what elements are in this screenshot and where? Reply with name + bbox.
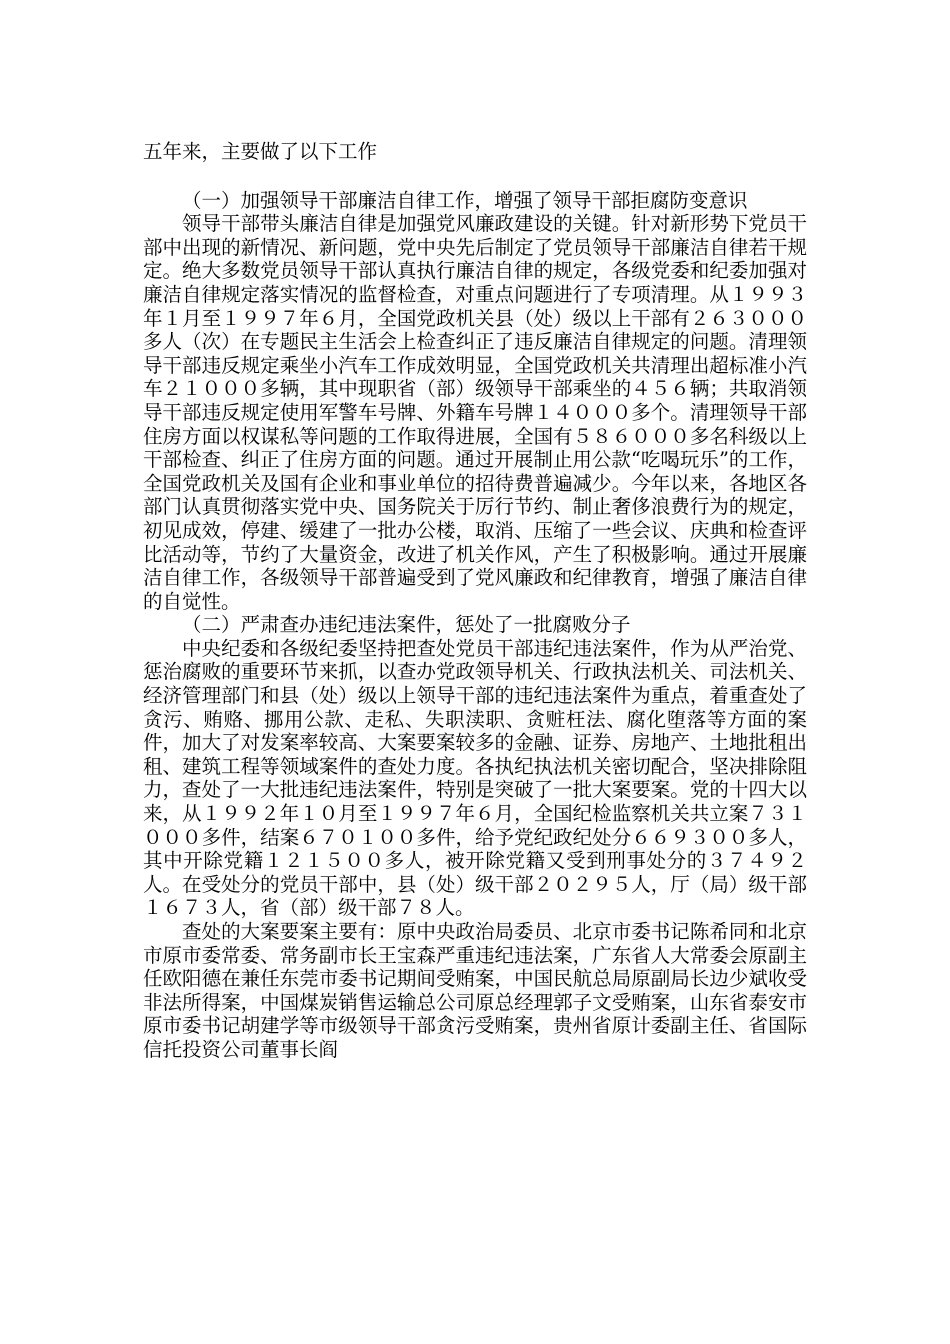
document-page [143,140,807,1062]
section-2-paragraph-1: 中央纪委和各级纪委坚持把查处党员干部违纪违法案件，作为从严治党、惩治腐败的重要环节来抓，以查办党政领导机关、行政执法机关、司法机关、经济管理部门和县（处）级以上领导干部的违纪违法案件为重点，着重查处了贪污、贿赂、挪用公款、走私、失职渎职、贪赃枉法、腐化堕落等方面的案件，加大了对发案率较高、大案要案较多的金融、证券、房地产、土地批租出租、建筑工程等领域案件的查处力度。各执纪执法机关密切配合，坚决排除阻力，查处了一大批违纪违法案件，特别是突破了一批大案要案。党的十四大以来，从１９９２年１０月至１９９７年６月，全国纪检监察机关共立案７３１０００多件，结案６７０１００多件，给予党纪政纪处分６６９３００多人，其中开除党籍１２１５００多人，被开除党籍又受到刑事处分的３７４９２人。在受处分的党员干部中，县（处）级干部２０２９５人，厅（局）级干部１６７３人，省（部）级干部７８人。 [143,636,807,920]
section-1-heading: （一）加强领导干部廉洁自律工作，增强了领导干部拒腐防变意识 [182,188,748,212]
section-1-paragraph-1: 领导干部带头廉洁自律是加强党风廉政建设的关键。针对新形势下党员干部中出现的新情况、新问题，党中央先后制定了党员领导干部廉洁自律若干规定。绝大多数党员领导干部认真执行廉洁自律的规定，各级党委和纪委加强对廉洁自律规定落实情况的监督检查，对重点问题进行了专项清理。从１９９３年１月至１９９７年６月，全国党政机关县（处）级以上干部有２６３０００多人（次）在专题民主生活会上检查纠正了违反廉洁自律规定的问题。清理领导干部违反规定乘坐小汽车工作成效明显，全国党政机关共清理出超标准小汽车２１０００多辆，其中现职省（部）级领导干部乘坐的４５６辆；共取消领导干部违反规定使用军警车号牌、外籍车号牌１４０００多个。清理领导干部住房方面以权谋私等问题的工作取得进展，全国有５８６０００多名科级以上干部检查、纠正了住房方面的问题。通过开展制止用公款“吃喝玩乐”的工作，全国党政机关及国有企业和事业单位的招待费普遍减少。今年以来，各地区各部门认真贯彻落实党中央、国务院关于厉行节约、制止奢侈浪费行为的规定，初见成效，停建、缓建了一批办公楼，取消、压缩了一些会议、庆典和检查评比活动等，节约了大量资金，改进了机关作风，产生了积极影响。通过开展廉洁自律工作，各级领导干部普遍受到了党风廉政和纪律教育，增强了廉洁自律的自觉性。 [143,212,807,613]
section-2-paragraph-2: 查处的大案要案主要有：原中央政治局委员、北京市委书记陈希同和北京市原市委常委、常务副市长王宝森严重违纪违法案，广东省人大常委会原副主任欧阳德在兼任东莞市委书记期间受贿案，中国民航总局原副局长边少斌收受非法所得案，中国煤炭销售运输总公司原总经理郭子文受贿案，山东省泰安市原市委书记胡建学等市级领导干部贪污受贿案，贵州省原计委副主任、省国际信托投资公司董事长阎 [143,920,807,1061]
section-2-heading: （二）严肃查办违纪违法案件，惩处了一批腐败分子 [182,613,631,637]
intro-line: 五年来，主要做了以下工作 [143,140,378,163]
